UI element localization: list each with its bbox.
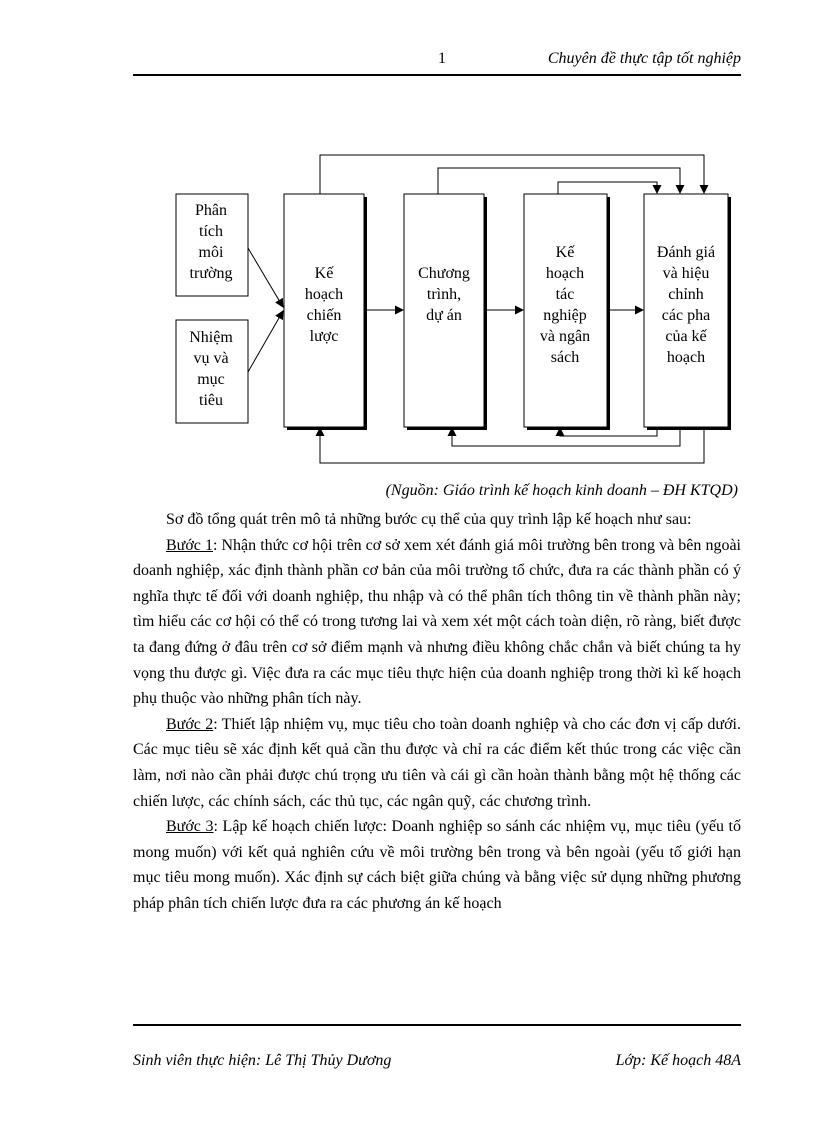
node-label-line: hoạch xyxy=(666,349,706,366)
step-3-label: Bước 3 xyxy=(166,818,214,836)
node-label-line: lược xyxy=(309,328,339,345)
step-2-paragraph xyxy=(133,712,741,814)
node-label-line: tác xyxy=(555,286,575,303)
node-label-line: Phân xyxy=(195,202,227,219)
step-1-label: Bước 1 xyxy=(166,536,213,554)
node-label-line: trình, xyxy=(426,286,462,303)
footer-divider xyxy=(133,1024,741,1026)
step-2-text: : Thiết lập nhiệm vụ, mục tiêu cho toàn doanh nghiệp và cho các đơn vị cấp dưới. Các mục tiêu sẽ xác định kết quả cần thu được và chỉ ra các điểm kết thúc trong các việc cần làm, nơi nào cần phải được chú trọng ưu tiên và cái gì cần hoàn thành bằng một hệ thống các chiến lược, các chính sách, các thủ tục, các ngân quỹ, các chương trình. xyxy=(133,715,741,810)
footer-student-name: Sinh viên thực hiện: Lê Thị Thủy Dương xyxy=(133,1052,392,1069)
connector-program-to-evaluation-top xyxy=(438,168,680,194)
step-1-paragraph xyxy=(133,533,741,712)
node-label-line: vụ và xyxy=(193,350,229,367)
node-label-line: các pha xyxy=(661,307,711,324)
node-label-line: tiêu xyxy=(199,392,223,409)
node-label-line: sách xyxy=(550,349,580,366)
intro-paragraph: Sơ đồ tổng quát trên mô tả những bước cụ thể của quy trình lập kế hoạch như sau: xyxy=(166,511,692,528)
node-label-line: Kế xyxy=(314,265,334,282)
connector-tactical-to-evaluation-top xyxy=(558,182,657,194)
node-label-line: và hiệu xyxy=(662,265,710,282)
step-2-label: Bước 2 xyxy=(166,715,214,733)
page-number: 1 xyxy=(438,50,446,67)
node-label-line: trường xyxy=(189,265,233,282)
node-label-line: hoạch xyxy=(304,286,344,303)
node-label-line: của kế xyxy=(665,328,707,345)
header-title: Chuyên đề thực tập tốt nghiệp xyxy=(547,50,741,67)
node-label-line: và ngân xyxy=(539,328,591,345)
step-1-text: : Nhận thức cơ hội trên cơ sở xem xét đánh giá môi trường bên trong và bên ngoài doanh nghiệp, xác định thành phần cơ bản của môi trường tổ chức, đưa ra các thành phần có ý nghĩa thực tế đối với doanh nghiệp, thu nhập và có thể phân tích thông tin về thành phần này; tìm hiểu các cơ hội có thể có trong tương lai và xem xét một cách toàn diện, rõ ràng, biết được ta đang đứng ở đâu trên cơ sở điểm mạnh và nhưng điều không chắc chắn và biết chúng ta hy vọng thu được gì. Việc đưa ra các mục tiêu thực hiện của doanh nghiệp trong thời kì kế hoạch phụ thuộc vào những phân tích này. xyxy=(133,536,741,708)
step-3-paragraph xyxy=(133,814,741,916)
node-label-line: tích xyxy=(199,223,223,240)
node-label-line: mục xyxy=(197,371,225,388)
node-label-line: môi xyxy=(198,244,224,261)
node-label-line: Đánh giá xyxy=(656,244,716,261)
node-label-line: dự án xyxy=(426,307,462,324)
arrow-analysis-to-strategic xyxy=(248,248,283,307)
connector-strategic-to-evaluation-top xyxy=(320,155,704,194)
node-label-line: hoạch xyxy=(545,265,585,282)
node-label-line: Nhiệm xyxy=(189,329,233,346)
planning-process-diagram xyxy=(0,0,816,480)
diagram-source-caption: (Nguồn: Giáo trình kế hoạch kinh doanh – ĐH KTQD) xyxy=(385,482,738,499)
body-text xyxy=(133,507,741,917)
feedback-evaluation-to-program xyxy=(452,428,680,446)
node-label-line: Kế xyxy=(555,244,575,261)
node-label-line: Chương xyxy=(418,265,470,282)
node-label-line: chỉnh xyxy=(668,286,704,303)
step-3-text: : Lập kế hoạch chiến lược: Doanh nghiệp so sánh các nhiệm vụ, mục tiêu (yếu tố mong muốn) với kết quả nghiên cứu về môi trường bên trong và bên ngoài (yếu tố giới hạn mục tiêu mong muốn). Xác định sự cách biệt giữa chúng và bằng việc sử dụng những phương pháp phân tích chiến lược đưa ra các phương án kế hoạch xyxy=(133,818,742,912)
node-label-line: nghiệp xyxy=(543,307,587,324)
footer-class-name: Lớp: Kế hoạch 48A xyxy=(615,1052,741,1069)
node-label-line: chiến xyxy=(306,307,342,324)
arrow-mission-to-strategic xyxy=(248,311,283,372)
